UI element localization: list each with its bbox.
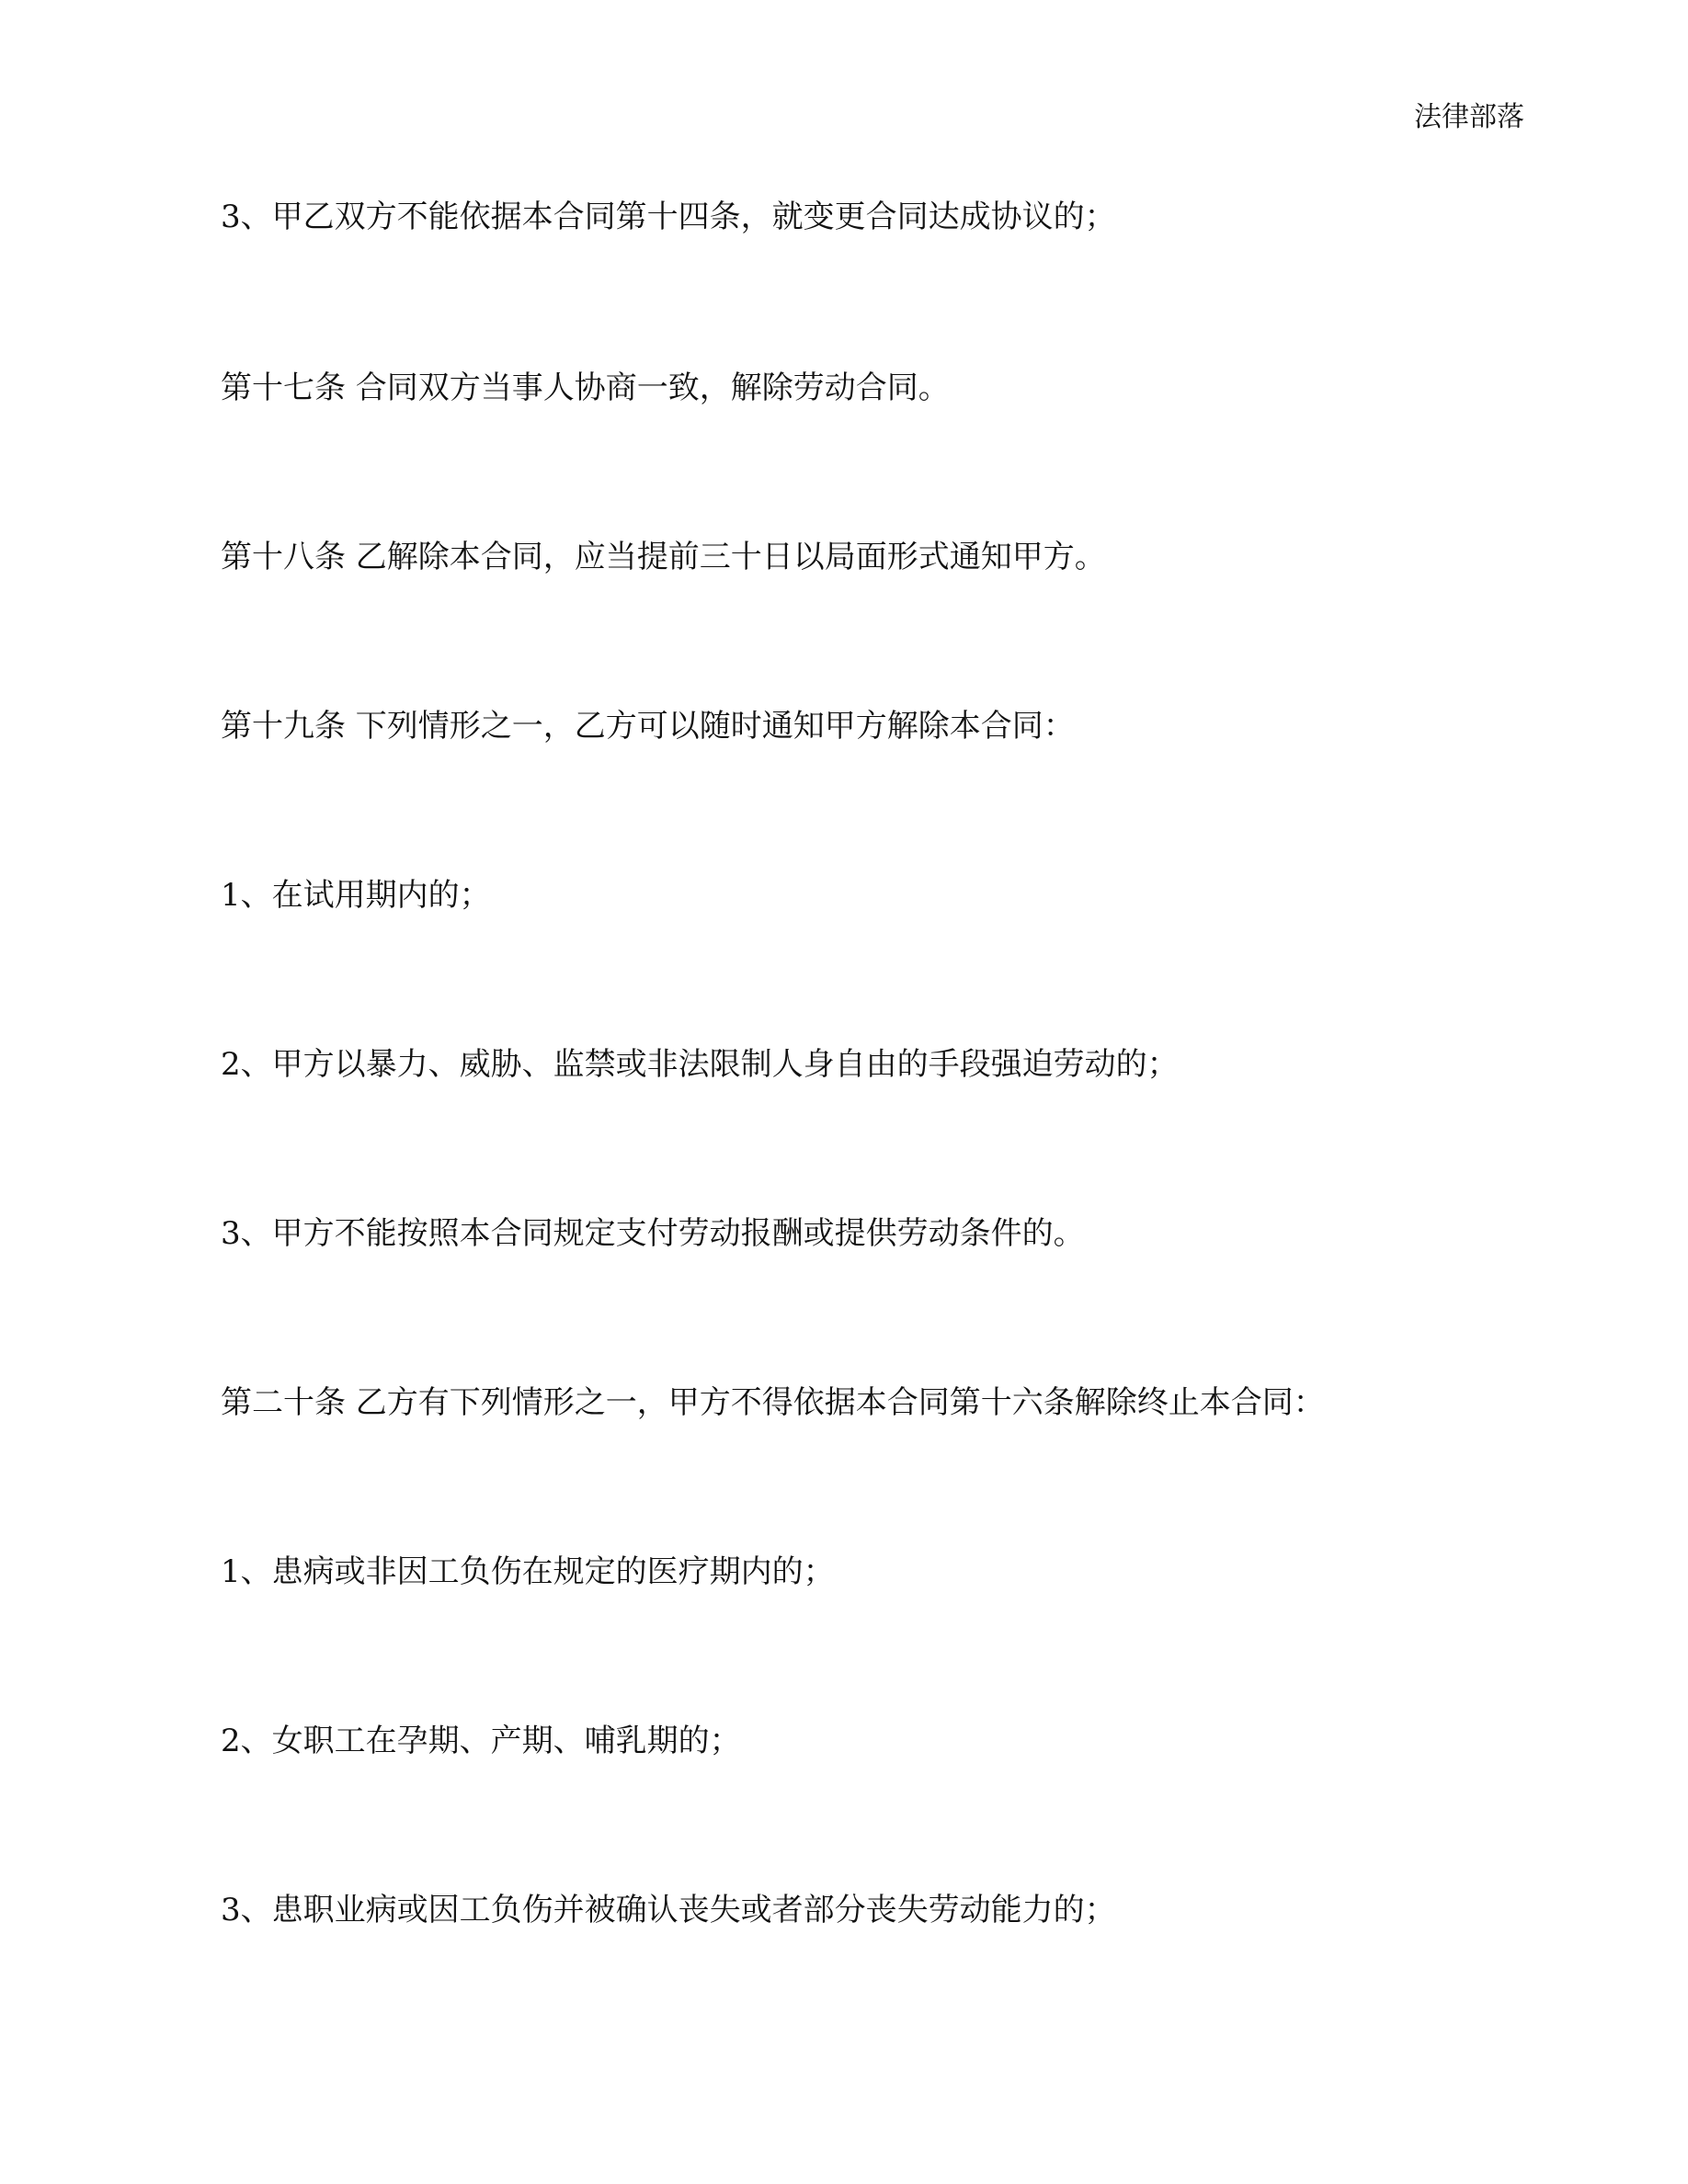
contract-clause-line: 3、甲乙双方不能依据本合同第十四条，就变更合同达成协议的； [221, 199, 1116, 235]
contract-clause-line: 第十七条 合同双方当事人协商一致，解除劳动合同。 [221, 370, 950, 406]
contract-clause-line: 第十八条 乙解除本合同，应当提前三十日以局面形式通知甲方。 [221, 539, 1106, 575]
contract-clause-line: 1、患病或非因工负伤在规定的医疗期内的； [221, 1553, 835, 1590]
contract-clause-line: 第十九条 下列情形之一，乙方可以随时通知甲方解除本合同： [221, 708, 1075, 745]
contract-clause-line: 第二十条 乙方有下列情形之一，甲方不得依据本合同第十六条解除终止本合同： [221, 1384, 1325, 1421]
header-brand: 法律部落 [1414, 101, 1524, 133]
contract-clause-line: 2、甲方以暴力、威胁、监禁或非法限制人身自由的手段强迫劳动的； [221, 1046, 1179, 1083]
contract-clause-line: 3、患职业病或因工负伤并被确认丧失或者部分丧失劳动能力的； [221, 1892, 1116, 1928]
contract-clause-line: 2、女职工在孕期、产期、哺乳期的； [221, 1723, 741, 1759]
contract-clause-line: 1、在试用期内的； [221, 877, 491, 914]
contract-clause-line: 3、甲方不能按照本合同规定支付劳动报酬或提供劳动条件的。 [221, 1215, 1085, 1252]
